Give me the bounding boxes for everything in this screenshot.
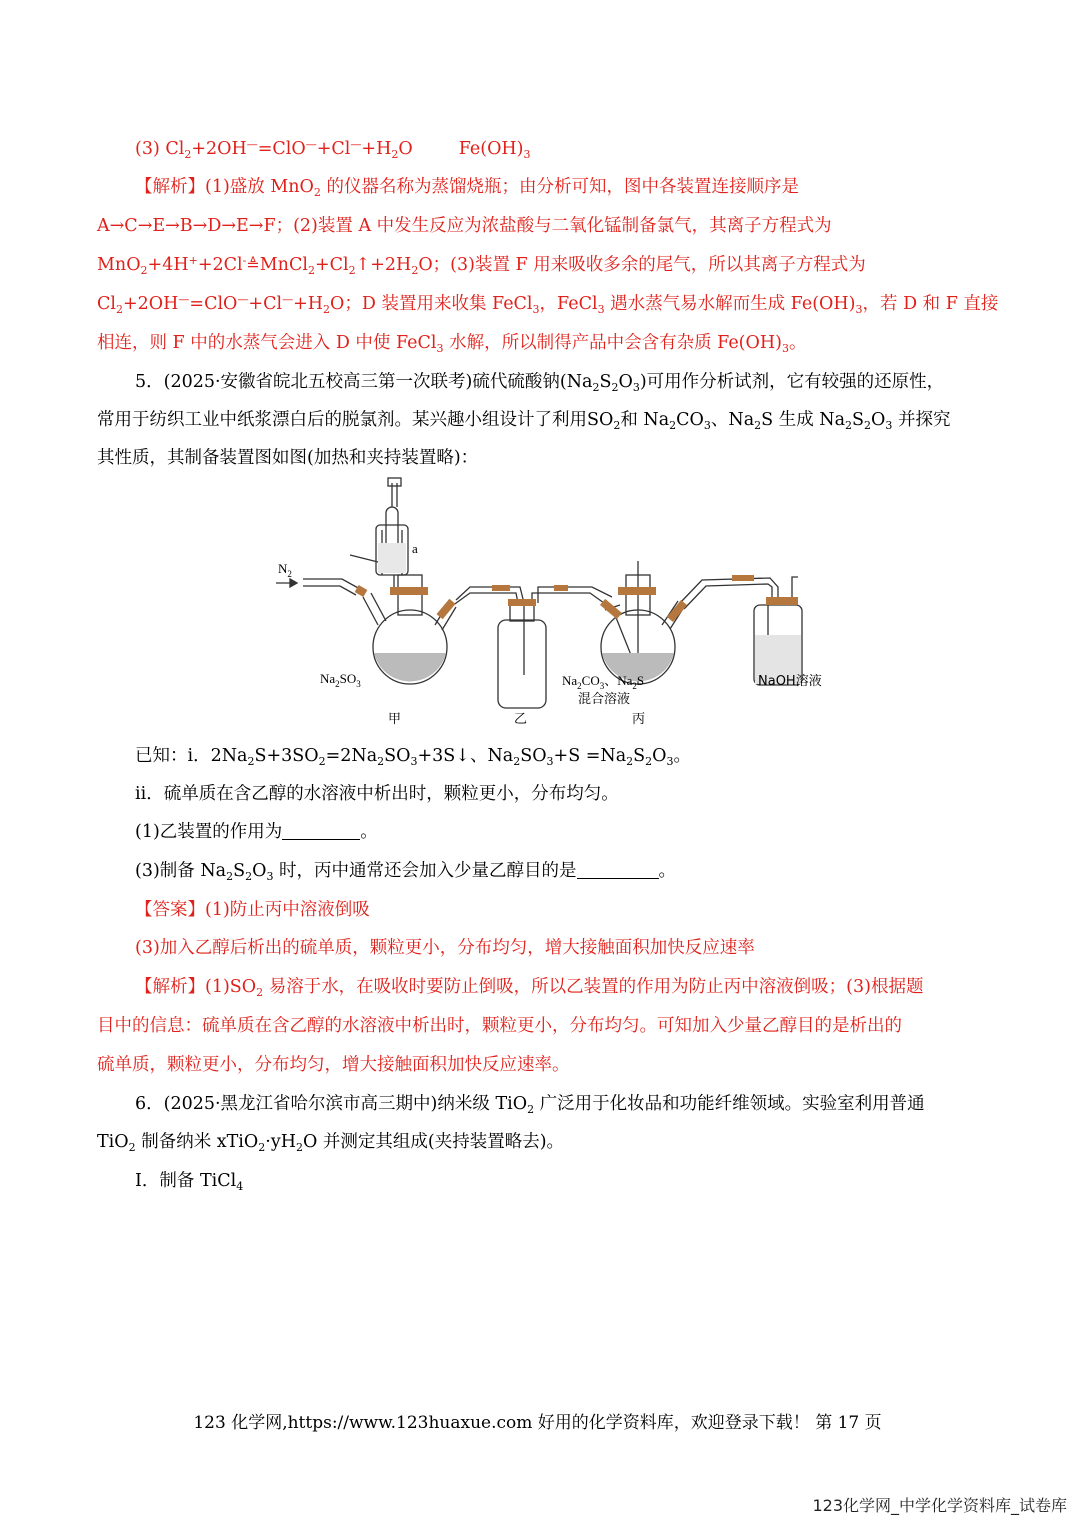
question-6-line-1: 6．(2025·黑龙江省哈尔滨市高三期中)纳米级 TiO$_2$ 广泛用于化妆品和功能纤维领域。实验室利用普通 xyxy=(135,1094,925,1116)
answer-3: (3)加入乙醇后析出的硫单质，颗粒更小，分布均匀，增大接触面积加快反应速率 xyxy=(135,938,755,958)
label-naoh: NaOH溶液 xyxy=(758,674,822,689)
label-na2so3: $Na_2SO_3$ xyxy=(320,671,361,689)
analysis-line-5: 相连，则 F 中的水蒸气会进入 D 中使 FeCl$_3$ 水解，所以制得产品中会含有杂质 $Fe(OH)_3$。 xyxy=(97,333,807,355)
apparatus-diagram xyxy=(270,475,840,735)
label-mixture: $Na_2CO_3$、$Na_2S$ xyxy=(562,673,645,691)
analysis-line-3: $MnO_2+4H^++2Cl^-≜MnCl_2+Cl_2↑+2H_2O$；(3)装置 F 用来吸收多余的尾气，所以其离子方程式为 xyxy=(97,254,866,277)
label-a: a xyxy=(412,541,418,556)
arrow-head-icon xyxy=(290,579,297,587)
label-mixed-solution: 混合溶液 xyxy=(578,692,631,707)
label-jia: 甲 xyxy=(388,712,402,727)
analysis-line-1: 【解析】(1)盛放 MnO$_2$ 的仪器名称为蒸馏烧瓶；由分析可知，图中各装置连接顺序是 xyxy=(135,177,799,199)
question-5-line-1: 5．(2025·安徽省皖北五校高三第一次联考)硫代硫酸钠$(Na_2S_2O_3)$可用作分析试剂，它有较强的还原性， xyxy=(135,372,945,394)
answer-blank-1[interactable] xyxy=(282,821,360,840)
known-i: 已知：i．$2Na_2S+3SO_2=2Na_2SO_3+3S↓$、$Na_2SO_3+S =Na_2S_2O_3$。 xyxy=(135,746,692,768)
analysis-line-4: $Cl_2+2OH^—=ClO^—+Cl^—+H_2O$；D 装置用来收集 FeCl$_3$，FeCl$_3$ 遇水蒸气易水解而生成 $Fe(OH)_3$，若 D 和 F 直接 xyxy=(97,293,999,316)
question-6-part-1: I．制备 TiCl$_4$ xyxy=(135,1171,244,1193)
analysis-5-line-1: 【解析】$(1)SO_2$ 易溶于水，在吸收时要防止倒吸，所以乙装置的作用为防止丙中溶液倒吸；(3)根据题 xyxy=(135,977,924,999)
question-6-line-2: TiO$_2$ 制备纳米 $xTiO_2\cdot yH_2O$ 并测定其组成(夹持装置略去)。 xyxy=(97,1132,565,1154)
label-n2: $N_2$ xyxy=(278,561,292,579)
analysis-line-2: A→C→E→B→D→E→F；(2)装置 A 中发生反应为浓盐酸与二氧化锰制备氯气，其离子方程式为 xyxy=(97,216,832,236)
answer-line-3: (3) $Cl_2+2OH^—=ClO^—+Cl^—+H_2O$ $Fe(OH)_3$ xyxy=(135,138,531,161)
subquestion-1: (1)乙装置的作用为 。 xyxy=(135,822,378,842)
bottle-yi xyxy=(498,620,546,708)
analysis-5-line-3: 硫单质，颗粒更小，分布均匀，增大接触面积加快反应速率。 xyxy=(97,1055,570,1075)
label-yi: 乙 xyxy=(514,712,528,727)
known-ii: ii．硫单质在含乙醇的水溶液中析出时，颗粒更小，分布均匀。 xyxy=(135,784,619,804)
page-footer: 123 化学网,https://www.123huaxue.com 好用的化学资料库，欢迎登录下载！ 第 17 页 xyxy=(193,1413,882,1433)
analysis-5-line-2: 目中的信息：硫单质在含乙醇的水溶液中析出时，颗粒更小，分布均匀。可知加入少量乙醇目的是析出的 xyxy=(97,1016,902,1036)
watermark: 123化学网_中学化学资料库_试卷库 xyxy=(812,1496,1067,1515)
question-5-line-3: 其性质，其制备装置图如图(加热和夹持装置略)： xyxy=(97,448,479,468)
label-bing: 丙 xyxy=(632,712,646,727)
answer-1: 【答案】(1)防止丙中溶液倒吸 xyxy=(135,900,370,920)
question-5-line-2: 常用于纺织工业中纸浆漂白后的脱氯剂。某兴趣小组设计了利用$SO_2$和 $Na_2CO_3$、$Na_2S$ 生成 $Na_2S_2O_3$ 并探究 xyxy=(97,410,951,432)
subquestion-3: (3)制备 $Na_2S_2O_3$ 时，丙中通常还会加入少量乙醇目的是 。 xyxy=(135,861,677,883)
answer-blank-3[interactable] xyxy=(577,860,659,879)
